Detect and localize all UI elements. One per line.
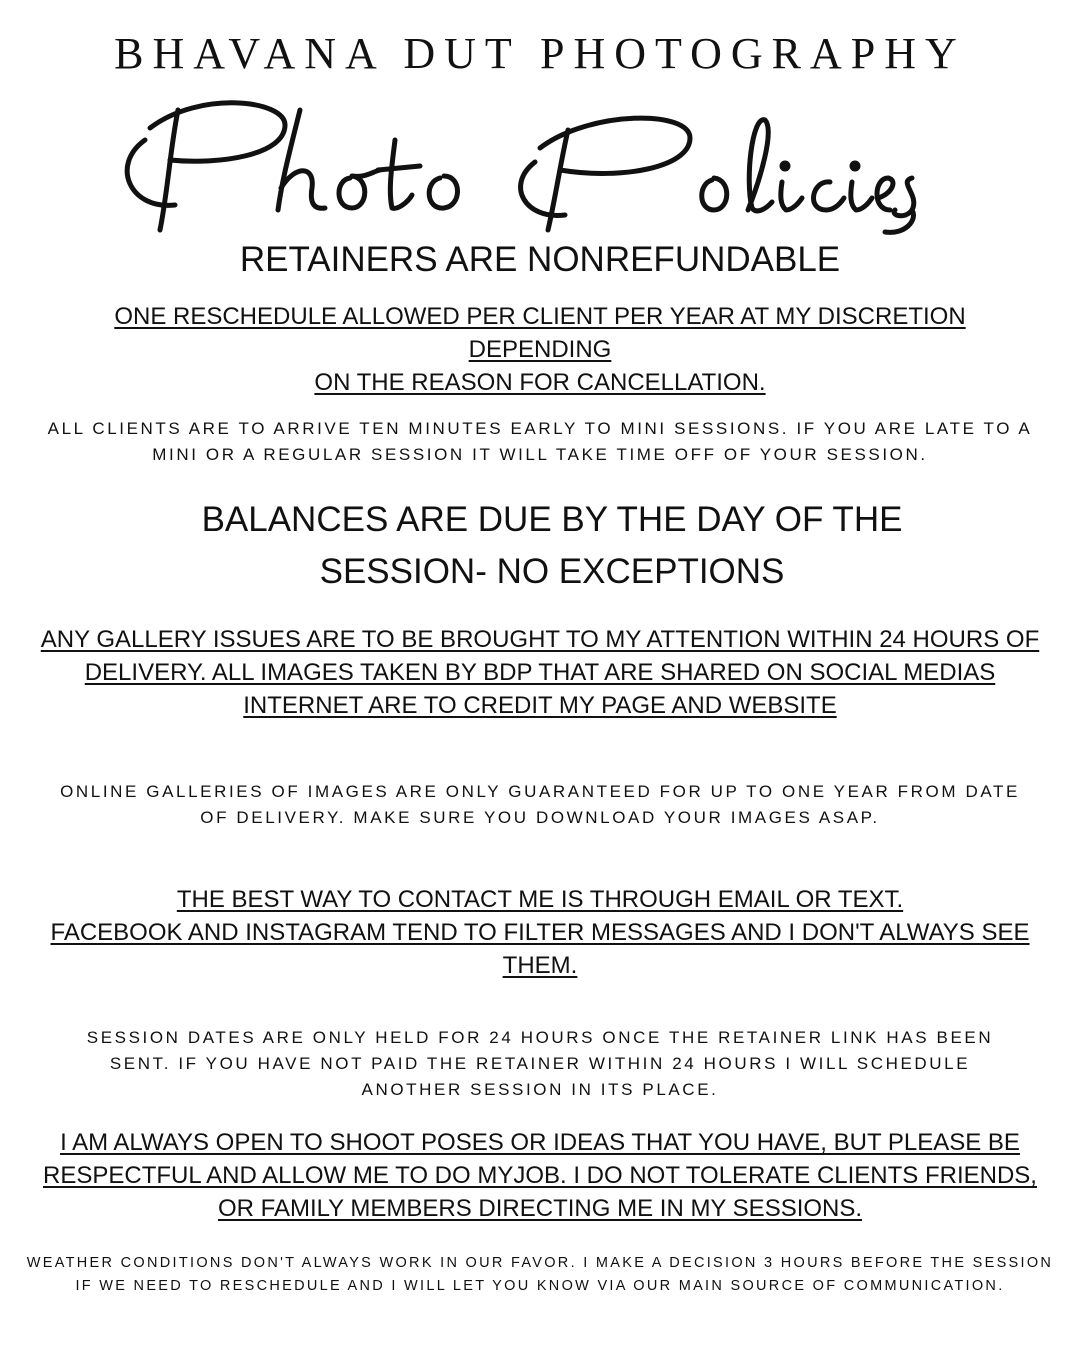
contact-line-2: FACEBOOK AND INSTAGRAM TEND TO FILTER MESSAGES AND I DON'T ALWAYS SEE	[50, 919, 1030, 946]
directing-line-1: I AM ALWAYS OPEN TO SHOOT POSES OR IDEAS THAT YOU HAVE, BUT PLEASE BE	[60, 1129, 1020, 1156]
reschedule-policy	[40, 300, 1040, 399]
directing-policy	[40, 1126, 1040, 1225]
online-galleries-policy	[40, 779, 1040, 831]
gallery-issues-policy	[40, 623, 1040, 722]
photo-policies-script-lettering	[0, 70, 1080, 240]
contact-line-1: THE BEST WAY TO CONTACT ME IS THROUGH EMAIL OR TEXT.	[176, 886, 904, 913]
session-dates-line-1: SESSION DATES ARE ONLY HELD FOR 24 HOURS ONCE THE RETAINER LINK HAS BEEN	[86, 1028, 994, 1047]
weather-policy	[20, 1252, 1060, 1298]
directing-line-2: RESPECTFUL AND ALLOW ME TO DO MYJOB. I DO NOT TOLERATE CLIENTS FRIENDS,	[43, 1162, 1037, 1189]
script-title-logo	[0, 70, 1080, 240]
balances-line-2: SESSION- NO EXCEPTIONS	[319, 552, 785, 591]
retainer-policy: RETAINERS ARE NONREFUNDABLE	[239, 240, 841, 279]
weather-line-2: IF WE NEED TO RESCHEDULE AND I WILL LET YOU KNOW VIA OUR MAIN SOURCE OF COMMUNICATION.	[75, 1278, 1005, 1294]
brand-name: BHAVANA DUT PHOTOGRAPHY	[114, 29, 966, 78]
contact-line-3: THEM.	[502, 952, 578, 979]
gallery-issues-line-1: ANY GALLERY ISSUES ARE TO BE BROUGHT TO MY ATTENTION WITHIN 24 HOURS OF	[40, 626, 1040, 653]
gallery-issues-line-2: DELIVERY. ALL IMAGES TAKEN BY BDP THAT ARE SHARED ON SOCIAL MEDIAS	[84, 659, 996, 686]
online-galleries-line-1: ONLINE GALLERIES OF IMAGES ARE ONLY GUARANTEED FOR UP TO ONE YEAR FROM DATE	[60, 782, 1020, 801]
balances-policy	[0, 494, 1080, 598]
arrival-line-1: ALL CLIENTS ARE TO ARRIVE TEN MINUTES EARLY TO MINI SESSIONS. IF YOU ARE LATE TO A	[47, 419, 1033, 438]
balances-line-1: BALANCES ARE DUE BY THE DAY OF THE	[201, 500, 903, 539]
session-dates-line-2: SENT. IF YOU HAVE NOT PAID THE RETAINER WITHIN 24 HOURS I WILL SCHEDULE	[109, 1054, 971, 1073]
contact-policy	[40, 883, 1040, 982]
weather-line-1: WEATHER CONDITIONS DON'T ALWAYS WORK IN OUR FAVOR. I MAKE A DECISION 3 HOURS BEFORE THE SESSION	[26, 1255, 1054, 1271]
session-dates-policy	[40, 1025, 1040, 1103]
arrival-line-2: MINI OR A REGULAR SESSION IT WILL TAKE TIME OFF OF YOUR SESSION.	[152, 445, 928, 464]
arrival-policy	[40, 416, 1040, 468]
gallery-issues-line-3: INTERNET ARE TO CREDIT MY PAGE AND WEBSITE	[243, 692, 837, 719]
online-galleries-line-2: OF DELIVERY. MAKE SURE YOU DOWNLOAD YOUR IMAGES ASAP.	[200, 808, 880, 827]
reschedule-line-1: ONE RESCHEDULE ALLOWED PER CLIENT PER YEAR AT MY DISCRETION DEPENDING	[114, 303, 966, 363]
session-dates-line-3: ANOTHER SESSION IN ITS PLACE.	[361, 1080, 719, 1099]
directing-line-3: OR FAMILY MEMBERS DIRECTING ME IN MY SESSIONS.	[217, 1195, 863, 1222]
reschedule-line-2: ON THE REASON FOR CANCELLATION.	[314, 369, 766, 396]
